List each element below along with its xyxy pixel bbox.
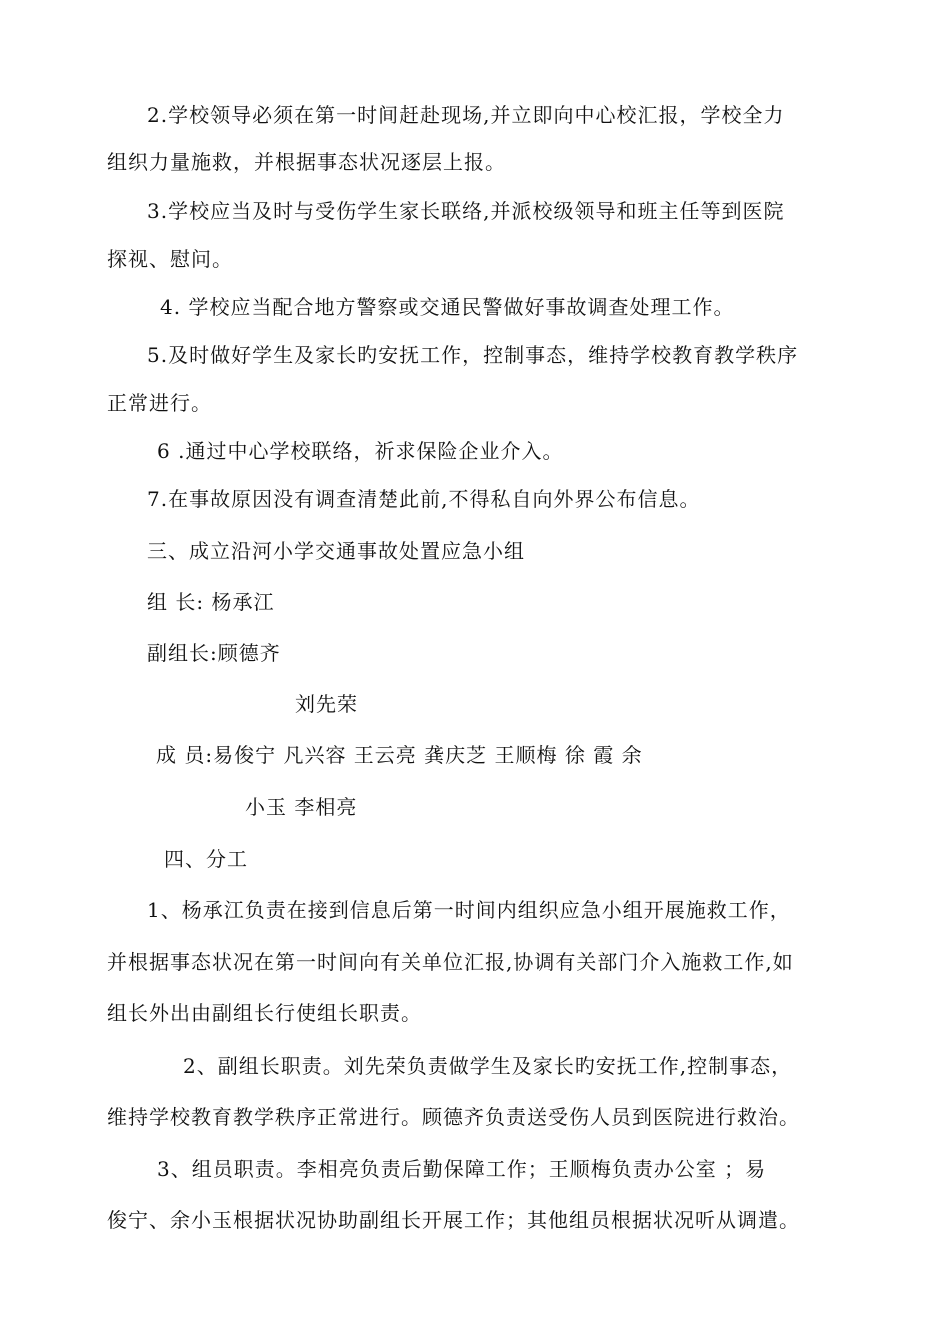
deputy-leader: 副组长:顾德齐 [147, 641, 281, 665]
section-4-heading: 四、分工 [164, 847, 248, 871]
para-2-line-1: 2.学校领导必须在第一时间赶赴现场,并立即向中心校汇报，学校全力 [147, 103, 785, 127]
para-6-line-1: 6 .通过中心学校联络，祈求保险企业介入。 [157, 439, 564, 463]
duty-1-line-1: 1、杨承江负责在接到信息后第一时间内组织应急小组开展施救工作， [147, 898, 791, 922]
duty-2-line-1: 2、副组长职责。刘先荣负责做学生及家长旳安抚工作,控制事态， [183, 1054, 793, 1078]
para-3-line-1: 3.学校应当及时与受伤学生家长联络,并派校级领导和班主任等到医院 [147, 199, 785, 223]
para-2-line-2: 组织力量施救，并根据事态状况逐层上报。 [107, 150, 506, 174]
para-5-line-1: 5.及时做好学生及家长旳安抚工作，控制事态，维持学校教育教学秩序 [147, 343, 799, 367]
group-leader: 组 长: 杨承江 [147, 590, 275, 614]
duty-1-line-3: 组长外出由副组长行使组长职责。 [107, 1001, 422, 1025]
members-line-2: 小玉 李相亮 [245, 795, 358, 819]
members-line-1: 成 员:易俊宁 凡兴容 王云亮 龚庆芝 王顺梅 徐 霞 余 [156, 743, 643, 767]
duty-1-line-2: 并根据事态状况在第一时间向有关单位汇报,协调有关部门介入施救工作,如 [107, 950, 794, 974]
deputy-leader-2: 刘先荣 [295, 692, 358, 716]
para-3-line-2: 探视、慰问。 [107, 247, 233, 271]
duty-3-line-1: 3、组员职责。李相亮负责后勤保障工作；王顺梅负责办公室 ；易 [157, 1157, 767, 1181]
duty-2-line-2: 维持学校教育教学秩序正常进行。顾德齐负责送受伤人员到医院进行救治。 [107, 1105, 800, 1129]
para-4-line-1: 4. 学校应当配合地方警察或交通民警做好事故调查处理工作。 [160, 295, 735, 319]
para-7-line-1: 7.在事故原因没有调查清楚此前,不得私自向外界公布信息。 [147, 487, 701, 511]
duty-3-line-2: 俊宁、余小玉根据状况协助副组长开展工作；其他组员根据状况听从调遣。 [107, 1208, 800, 1232]
para-5-line-2: 正常进行。 [107, 391, 212, 415]
section-3-heading: 三、成立沿河小学交通事故处置应急小组 [147, 539, 525, 563]
